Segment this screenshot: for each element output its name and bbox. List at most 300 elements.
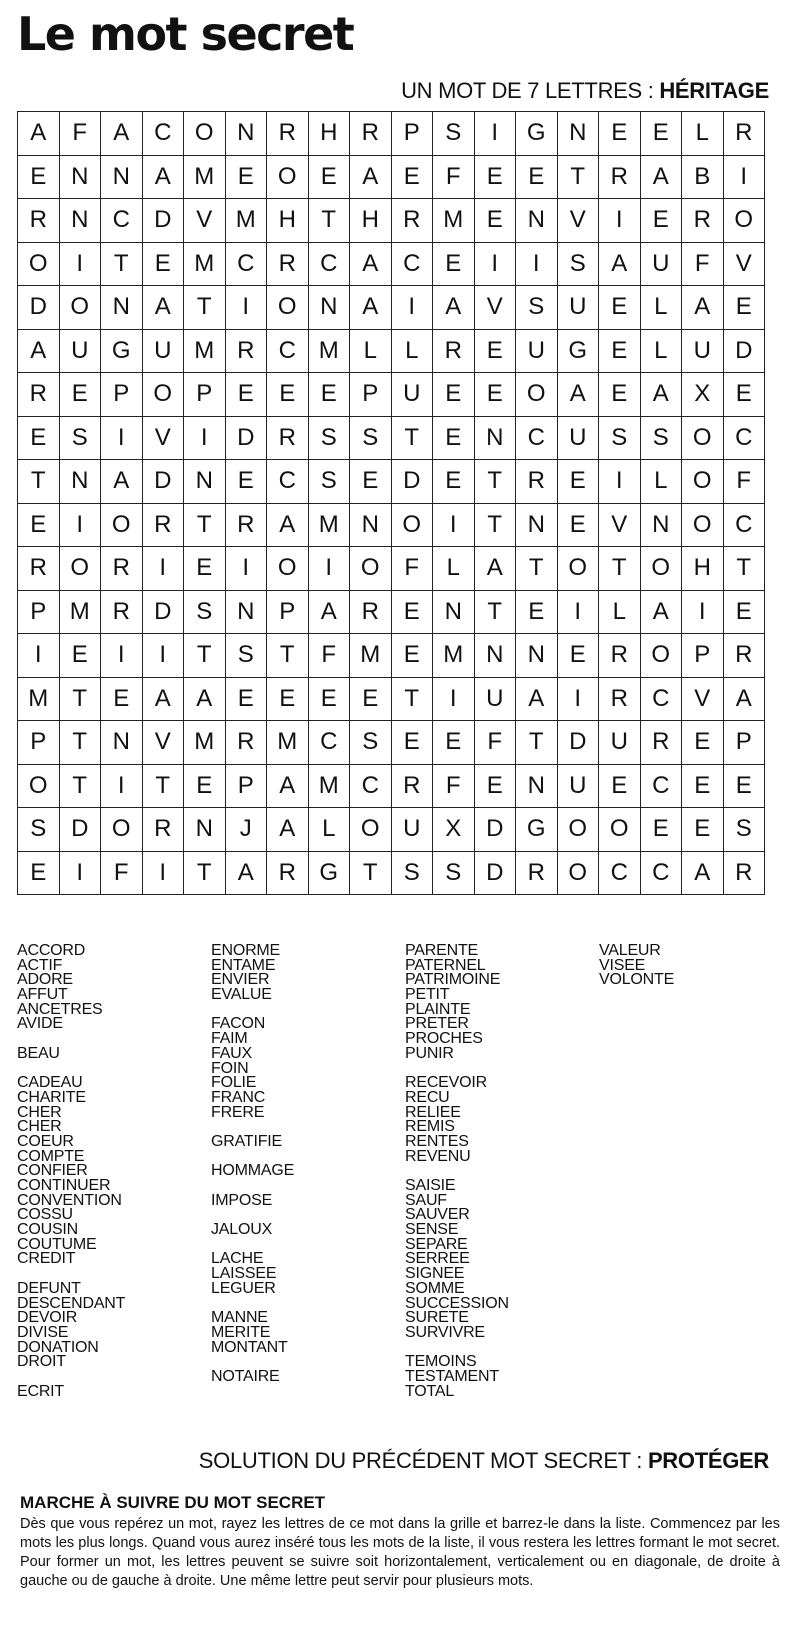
grid-cell: T [59, 677, 101, 721]
word-list-item: LACHE [211, 1250, 264, 1268]
word-list-item: MERITE [211, 1323, 271, 1341]
word-list-column-1 [17, 944, 207, 1399]
word-list-item: VISEE [599, 956, 646, 974]
grid-cell: T [350, 851, 392, 895]
grid-row [18, 329, 765, 373]
grid-cell: S [391, 851, 433, 895]
solution-prefix: SOLUTION DU PRÉCÉDENT MOT SECRET : [198, 1448, 648, 1473]
grid-cell: M [267, 721, 309, 765]
grid-cell: R [350, 112, 392, 156]
grid-cell: V [723, 242, 765, 286]
grid-cell: E [640, 808, 682, 852]
grid-cell: R [599, 634, 641, 678]
grid-cell: T [391, 416, 433, 460]
grid-cell: P [267, 590, 309, 634]
word-list-item: PRETER [405, 1015, 469, 1033]
grid-cell: S [59, 416, 101, 460]
grid-cell: O [640, 547, 682, 591]
word-list-item: CHER [17, 1103, 62, 1121]
grid-cell: S [308, 416, 350, 460]
grid-cell: E [474, 329, 516, 373]
word-list-item: VOLONTE [599, 971, 675, 989]
grid-cell: C [640, 764, 682, 808]
grid-cell: D [142, 590, 184, 634]
grid-cell: E [516, 590, 558, 634]
grid-cell: C [142, 112, 184, 156]
word-list-item: CHER [17, 1118, 62, 1136]
grid-cell: N [101, 155, 143, 199]
word-list-item: EVALUE [211, 986, 272, 1004]
subtitle-prefix: UN MOT DE 7 LETTRES : [401, 78, 660, 103]
word-list-column-3 [405, 944, 595, 1399]
grid-cell: A [350, 242, 392, 286]
grid-cell: A [640, 590, 682, 634]
word-list-item: FOLIE [211, 1074, 257, 1092]
grid-cell: A [18, 329, 60, 373]
grid-cell: U [557, 286, 599, 330]
grid-cell: C [640, 851, 682, 895]
grid-cell: I [101, 634, 143, 678]
grid-row [18, 634, 765, 678]
grid-cell: E [101, 677, 143, 721]
word-list-item: ENTAME [211, 956, 276, 974]
word-list-item: ADORE [17, 971, 73, 989]
grid-cell: O [184, 112, 226, 156]
word-list-item: ENVIER [211, 971, 270, 989]
grid-cell: A [267, 503, 309, 547]
grid-cell: C [391, 242, 433, 286]
word-list-item: CREDIT [17, 1250, 76, 1268]
grid-cell: A [350, 286, 392, 330]
grid-cell: O [557, 851, 599, 895]
word-list-item: CONVENTION [17, 1191, 122, 1209]
grid-cell: E [599, 286, 641, 330]
grid-cell: I [433, 503, 475, 547]
grid-cell: G [516, 112, 558, 156]
word-list-item: COSSU [17, 1206, 73, 1224]
grid-cell: V [184, 199, 226, 243]
word-list-item: VALEUR [599, 942, 661, 959]
grid-cell: R [225, 329, 267, 373]
grid-cell: N [184, 808, 226, 852]
word-list-item: PLAINTE [405, 1000, 471, 1018]
grid-cell: B [682, 155, 724, 199]
grid-cell: I [599, 460, 641, 504]
grid-cell: P [225, 764, 267, 808]
grid-cell: E [433, 373, 475, 417]
grid-cell: E [433, 416, 475, 460]
grid-cell: E [682, 721, 724, 765]
word-list-item: FAUX [211, 1044, 252, 1062]
grid-cell: T [474, 503, 516, 547]
grid-row [18, 503, 765, 547]
grid-cell: O [640, 634, 682, 678]
grid-cell: O [557, 808, 599, 852]
grid-cell: U [391, 373, 433, 417]
grid-cell: E [557, 503, 599, 547]
grid-cell: L [308, 808, 350, 852]
grid-cell: O [599, 808, 641, 852]
grid-cell: C [723, 416, 765, 460]
grid-cell: M [433, 634, 475, 678]
grid-cell: A [640, 155, 682, 199]
subtitle-theme: HÉRITAGE [659, 78, 769, 103]
grid-cell: A [142, 155, 184, 199]
grid-cell: X [433, 808, 475, 852]
grid-cell: D [225, 416, 267, 460]
grid-cell: G [516, 808, 558, 852]
grid-cell: N [433, 590, 475, 634]
grid-cell: E [18, 416, 60, 460]
word-list-item: COUTUME [17, 1235, 97, 1253]
grid-cell: U [516, 329, 558, 373]
word-list-item: SENSE [405, 1221, 459, 1239]
grid-cell: M [433, 199, 475, 243]
grid-cell: T [267, 634, 309, 678]
word-list-item: SERREE [405, 1250, 470, 1268]
grid-cell: D [557, 721, 599, 765]
grid-cell: C [599, 851, 641, 895]
grid-cell: E [723, 286, 765, 330]
grid-cell: U [391, 808, 433, 852]
word-list-item: DESCENDANT [17, 1294, 126, 1312]
previous-solution [199, 1446, 769, 1476]
grid-cell: I [101, 416, 143, 460]
word-list-item: SAISIE [405, 1177, 456, 1194]
grid-cell: C [350, 764, 392, 808]
page-title: Le mot secret [17, 7, 354, 61]
grid-cell: R [18, 199, 60, 243]
grid-cell: T [18, 460, 60, 504]
grid-cell: E [391, 721, 433, 765]
grid-cell: A [516, 677, 558, 721]
grid-cell: M [184, 329, 226, 373]
grid-cell: E [682, 764, 724, 808]
grid-cell: T [308, 199, 350, 243]
word-list-item: ECRIT [17, 1382, 65, 1400]
grid-cell: D [474, 851, 516, 895]
grid-cell: T [184, 634, 226, 678]
grid-cell: S [599, 416, 641, 460]
grid-cell: I [142, 634, 184, 678]
grid-row [18, 286, 765, 330]
grid-cell: I [18, 634, 60, 678]
grid-cell: T [59, 764, 101, 808]
grid-cell: E [557, 460, 599, 504]
grid-cell: O [391, 503, 433, 547]
word-list-item: REMIS [405, 1118, 455, 1136]
grid-cell: I [557, 590, 599, 634]
word-list-item: FRANC [211, 1088, 266, 1106]
grid-cell: I [101, 764, 143, 808]
word-list-item: FOIN [211, 1059, 249, 1077]
grid-cell: E [723, 590, 765, 634]
grid-cell: L [682, 112, 724, 156]
grid-cell: U [599, 721, 641, 765]
word-list-item: SEPARE [405, 1235, 468, 1253]
grid-cell: E [267, 373, 309, 417]
grid-cell: N [59, 199, 101, 243]
grid-cell: R [599, 155, 641, 199]
grid-cell: T [557, 155, 599, 199]
grid-cell: F [433, 764, 475, 808]
grid-cell: D [723, 329, 765, 373]
grid-cell: T [391, 677, 433, 721]
grid-cell: I [59, 503, 101, 547]
grid-row [18, 677, 765, 721]
grid-cell: I [474, 242, 516, 286]
grid-cell: I [433, 677, 475, 721]
word-list-item: REVENU [405, 1147, 471, 1165]
grid-cell: N [101, 286, 143, 330]
grid-cell: T [474, 590, 516, 634]
grid-cell: N [59, 460, 101, 504]
word-list-item: BEAU [17, 1044, 60, 1062]
grid-cell: P [18, 721, 60, 765]
grid-cell: M [184, 242, 226, 286]
word-list-item: CHARITE [17, 1088, 86, 1106]
letter-grid [17, 111, 765, 895]
grid-row [18, 112, 765, 156]
grid-row [18, 155, 765, 199]
grid-cell: U [557, 416, 599, 460]
grid-cell: E [267, 677, 309, 721]
grid-cell: R [599, 677, 641, 721]
grid-cell: R [267, 416, 309, 460]
grid-cell: D [474, 808, 516, 852]
word-list-column-2 [211, 944, 401, 1385]
word-list-item: COMPTE [17, 1147, 85, 1165]
grid-cell: O [101, 808, 143, 852]
word-list-item: NOTAIRE [211, 1367, 280, 1385]
grid-cell: E [59, 373, 101, 417]
word-list-item: ACTIF [17, 956, 63, 974]
grid-cell: P [101, 373, 143, 417]
grid-cell: R [516, 460, 558, 504]
grid-cell: C [640, 677, 682, 721]
grid-cell: E [308, 373, 350, 417]
grid-cell: S [433, 112, 475, 156]
grid-cell: S [184, 590, 226, 634]
word-list-item: SOMME [405, 1279, 465, 1297]
word-list-item: PATRIMOINE [405, 971, 501, 989]
grid-cell: F [723, 460, 765, 504]
grid-cell: L [640, 460, 682, 504]
grid-cell: E [350, 677, 392, 721]
grid-cell: E [516, 155, 558, 199]
word-list-item: DEFUNT [17, 1279, 81, 1297]
grid-cell: L [599, 590, 641, 634]
grid-cell: E [18, 155, 60, 199]
grid-cell: V [682, 677, 724, 721]
word-list-item: SUCCESSION [405, 1294, 509, 1312]
grid-cell: R [225, 503, 267, 547]
grid-cell: U [142, 329, 184, 373]
grid-cell: I [142, 851, 184, 895]
grid-cell: R [142, 808, 184, 852]
grid-cell: T [184, 286, 226, 330]
grid-cell: R [682, 199, 724, 243]
grid-cell: N [516, 634, 558, 678]
word-list-item: HOMMAGE [211, 1162, 295, 1180]
grid-cell: N [474, 416, 516, 460]
grid-cell: N [516, 503, 558, 547]
grid-cell: I [599, 199, 641, 243]
grid-cell: S [308, 460, 350, 504]
grid-cell: O [682, 416, 724, 460]
grid-cell: R [723, 634, 765, 678]
grid-cell: R [723, 851, 765, 895]
solution-word: PROTÉGER [647, 1448, 769, 1473]
grid-cell: S [640, 416, 682, 460]
grid-cell: S [433, 851, 475, 895]
grid-cell: U [474, 677, 516, 721]
grid-row [18, 416, 765, 460]
grid-cell: T [723, 547, 765, 591]
word-list-item: ACCORD [17, 942, 86, 959]
grid-cell: J [225, 808, 267, 852]
grid-cell: L [391, 329, 433, 373]
grid-cell: I [391, 286, 433, 330]
grid-cell: A [599, 242, 641, 286]
grid-cell: A [557, 373, 599, 417]
grid-cell: E [391, 634, 433, 678]
grid-cell: P [184, 373, 226, 417]
grid-cell: A [682, 286, 724, 330]
grid-cell: E [184, 764, 226, 808]
grid-cell: E [59, 634, 101, 678]
grid-cell: R [18, 373, 60, 417]
grid-cell: T [184, 503, 226, 547]
word-list-item: PARENTE [405, 942, 478, 959]
grid-cell: E [723, 373, 765, 417]
rules-text: Dès que vous repérez un mot, rayez les lettres de ce mot dans la grille et barrez-le dans la liste. Commencez par les mots les plus longs. Quand vous aurez inséré tous les mots de la liste, il vous restera les lettres formant le mot secret. Pour former un mot, les lettres peuvent se suivre soit horizontalement, verticalement ou en diagonale, de droite à gauche ou de gauche à droite. Une même lettre peut servir pour plusieurs mots. [20, 1516, 780, 1589]
grid-cell: H [308, 112, 350, 156]
grid-cell: T [516, 721, 558, 765]
word-list-item: DONATION [17, 1338, 99, 1356]
puzzle-subtitle [401, 74, 769, 108]
grid-cell: P [723, 721, 765, 765]
grid-cell: H [267, 199, 309, 243]
grid-cell: V [599, 503, 641, 547]
grid-cell: V [474, 286, 516, 330]
grid-cell: N [184, 460, 226, 504]
grid-cell: S [350, 721, 392, 765]
word-list-item: PUNIR [405, 1044, 454, 1062]
word-list-item: DEVOIR [17, 1309, 78, 1327]
grid-cell: A [101, 460, 143, 504]
grid-cell: D [59, 808, 101, 852]
grid-cell: N [59, 155, 101, 199]
grid-cell: F [682, 242, 724, 286]
grid-cell: C [516, 416, 558, 460]
grid-cell: E [142, 242, 184, 286]
grid-cell: E [225, 155, 267, 199]
word-list-item: TOTAL [405, 1382, 455, 1400]
word-list-item: RELIEE [405, 1103, 461, 1121]
grid-cell: R [516, 851, 558, 895]
word-list-item: RENTES [405, 1132, 469, 1150]
grid-cell: D [142, 460, 184, 504]
grid-cell: E [599, 112, 641, 156]
word-list-item: CADEAU [17, 1074, 83, 1092]
grid-cell: O [18, 242, 60, 286]
grid-cell: A [682, 851, 724, 895]
grid-cell: O [18, 764, 60, 808]
word-list-item: AFFUT [17, 986, 68, 1004]
grid-cell: E [557, 634, 599, 678]
word-list-item: SIGNEE [405, 1265, 465, 1283]
grid-cell: R [391, 199, 433, 243]
word-list-item: DIVISE [17, 1323, 69, 1341]
grid-cell: N [350, 503, 392, 547]
grid-cell: E [184, 547, 226, 591]
grid-cell: A [723, 677, 765, 721]
word-list-item: SAUVER [405, 1206, 470, 1224]
grid-cell: P [391, 112, 433, 156]
word-list-item: SURETE [405, 1309, 469, 1327]
grid-cell: O [723, 199, 765, 243]
word-list-item: SURVIVRE [405, 1323, 485, 1341]
grid-cell: I [516, 242, 558, 286]
word-list-item: JALOUX [211, 1221, 273, 1239]
grid-cell: E [599, 373, 641, 417]
grid-cell: L [640, 286, 682, 330]
grid-cell: V [142, 416, 184, 460]
grid-cell: A [184, 677, 226, 721]
grid-cell: E [391, 155, 433, 199]
grid-cell: A [640, 373, 682, 417]
grid-cell: D [18, 286, 60, 330]
grid-cell: I [723, 155, 765, 199]
grid-cell: T [101, 242, 143, 286]
word-list-item: LAISSEE [211, 1265, 277, 1283]
grid-cell: I [59, 851, 101, 895]
grid-cell: R [723, 112, 765, 156]
grid-cell: N [640, 503, 682, 547]
grid-cell: F [391, 547, 433, 591]
grid-cell: L [640, 329, 682, 373]
grid-cell: S [18, 808, 60, 852]
grid-row [18, 242, 765, 286]
word-list-item: PROCHES [405, 1030, 483, 1048]
grid-cell: S [225, 634, 267, 678]
grid-cell: E [474, 199, 516, 243]
word-list-item: AVIDE [17, 1015, 63, 1033]
grid-cell: E [474, 373, 516, 417]
grid-cell: M [59, 590, 101, 634]
grid-cell: R [142, 503, 184, 547]
grid-cell: N [101, 721, 143, 765]
grid-cell: I [142, 547, 184, 591]
grid-cell: G [101, 329, 143, 373]
grid-cell: A [474, 547, 516, 591]
grid-cell: A [433, 286, 475, 330]
grid-cell: E [308, 677, 350, 721]
grid-cell: F [101, 851, 143, 895]
grid-cell: M [350, 634, 392, 678]
grid-cell: C [308, 721, 350, 765]
grid-cell: O [59, 286, 101, 330]
word-list-item: PETIT [405, 986, 450, 1004]
grid-cell: E [308, 155, 350, 199]
grid-cell: N [225, 112, 267, 156]
grid-cell: V [142, 721, 184, 765]
grid-cell: R [640, 721, 682, 765]
grid-cell: I [225, 286, 267, 330]
grid-cell: T [142, 764, 184, 808]
grid-cell: U [59, 329, 101, 373]
